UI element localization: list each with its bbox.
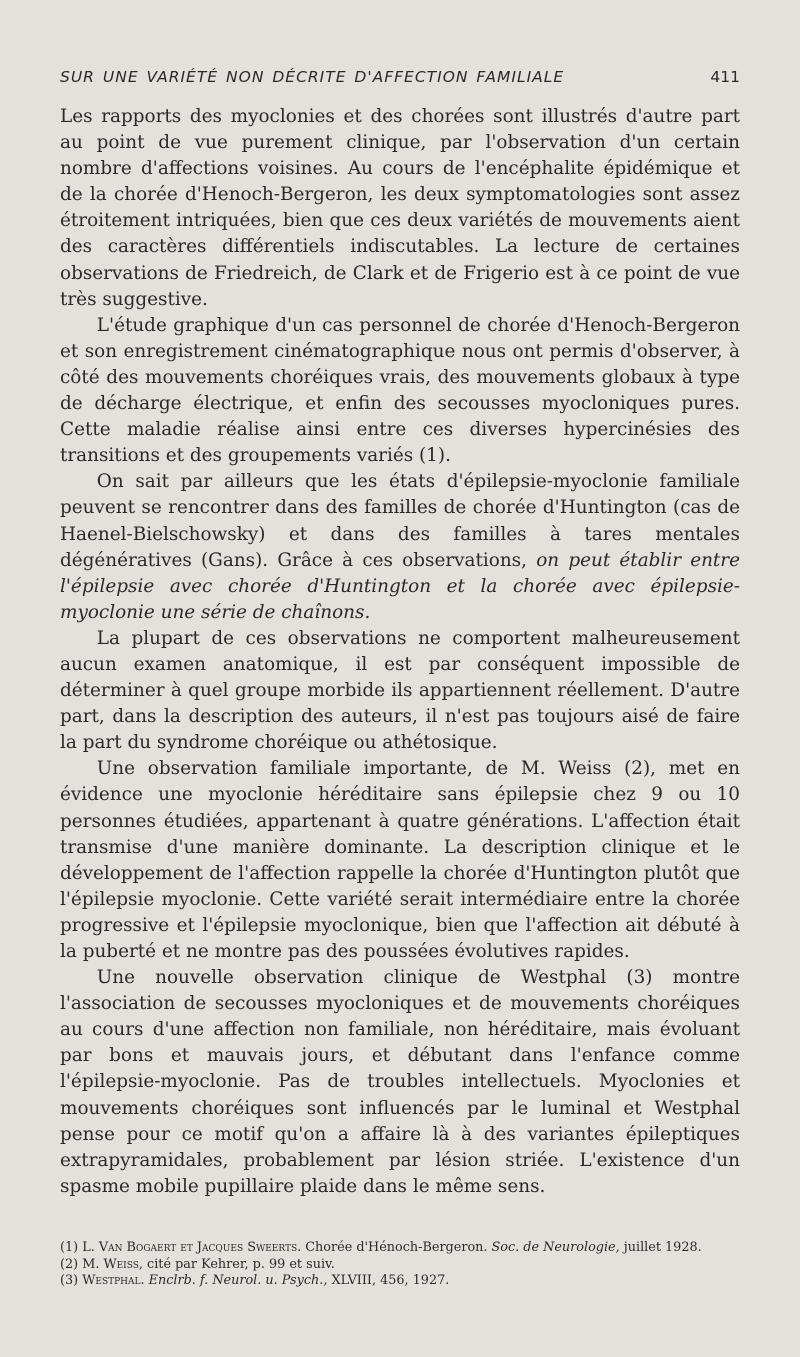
footnote-3 (60, 1273, 740, 1290)
footnote-1 (60, 1240, 740, 1257)
footnote-text: cité par Kehrer, p. 99 et suiv. (142, 1256, 335, 1272)
footnote-author: L. Van Bogaert et Jacques Sweerts. (82, 1240, 302, 1255)
body-text (60, 104, 740, 1200)
page-number: 411 (710, 68, 740, 86)
footnote-author: Westphal. (82, 1273, 145, 1288)
footnote-journal: Enclrb. f. Neurol. u. Psych., (148, 1273, 328, 1288)
footnote-marker: (2) (60, 1256, 79, 1272)
paragraph-3-italic: on peut établir entre l'épilepsie avec chorée d'Huntington et la chorée avec épilepsie-myoclonie une série de chaînons. (60, 549, 740, 623)
footnote-date: XLVIII, 456, 1927. (327, 1273, 450, 1288)
footnote-journal: Soc. de Neurologie, (491, 1240, 620, 1255)
footnote-date: juillet 1928. (619, 1240, 702, 1255)
running-title: SUR UNE VARIÉTÉ NON DÉCRITE D'AFFECTION FAMILIALE (60, 68, 565, 86)
footnote-marker: (3) (60, 1273, 79, 1288)
paragraph-4: La plupart de ces observations ne comportent malheureusement aucun examen anatomique, il est par conséquent impossible de déterminer à quel groupe morbide ils appartiennent réellement. D'autre part, dans la description des auteurs, il n'est pas toujours aisé de faire la part du syndrome choréique ou athétosique. (60, 627, 740, 754)
paragraph-5: Une observation familiale importante, de M. Weiss (2), met en évidence une myoclonie héréditaire sans épilepsie chez 9 ou 10 personnes étudiées, appartenant à quatre générations. L'affection était transmise d'une manière dominante. La description clinique et le développement de l'affection rappelle la chorée d'Huntington plutôt que l'épilepsie myoclonie. Cette variété serait intermédiaire entre la chorée progressive et l'épilepsie myoclonique, bien que l'affection ait débuté à la puberté et ne montre pas des poussées évolutives rapides. (60, 758, 740, 962)
page-header (60, 68, 740, 92)
paragraph-1: Les rapports des myoclonies et des chorées sont illustrés d'autre part au point de vue purement clinique, par l'observation d'un certain nombre d'affections voisines. Au cours de l'encéphalite épidémique et de la chorée d'Henoch-Bergeron, les deux symptomatologies sont assez étroitement intriquées, bien que ces deux variétés de mouvements aient des caractères différentiels indiscutables. La lecture de certaines observations de Friedreich, de Clark et de Frigerio est à ce point de vue très suggestive. (60, 106, 740, 310)
paragraph-3-text: On sait par ailleurs que les états d'épilepsie-myoclonie familiale peuvent se rencontrer dans des familles de chorée d'Huntington (cas de Haenel-Bielschowsky) et dans des familles à tares mentales dégénératives (Gans). Grâce à ces observations, (60, 471, 740, 571)
footnotes (60, 1240, 740, 1290)
footnote-marker: (1) (60, 1240, 79, 1255)
paragraph-2: L'étude graphique d'un cas personnel de chorée d'Henoch-Bergeron et son enregistrement cinématographique nous ont permis d'observer, à côté des mouvements choréiques vrais, des mouvements globaux à type de décharge électrique, et enfin des secousses myocloniques pures. Cette maladie réalise ainsi entre ces diverses hypercinésies des transitions et des groupements variés (1). (60, 314, 740, 467)
footnote-2 (60, 1257, 740, 1274)
footnote-author: M. Weiss, (82, 1256, 143, 1272)
paragraph-6: Une nouvelle observation clinique de Westphal (3) montre l'association de secousses myocloniques et de mouvements choréiques au cours d'une affection non familiale, non héréditaire, mais évoluant par bons et mauvais jours, et débutant dans l'enfance comme l'épilepsie-myoclonie. Pas de troubles intellectuels. Myoclonies et mouvements choréiques sont influencés par le luminal et Westphal pense pour ce motif qu'on a affaire là à des variantes épileptiques extrapyramidales, probablement par lésion striée. L'existence d'un spasme mobile pupillaire plaide dans le même sens. (60, 967, 740, 1197)
paragraph-3 (60, 469, 740, 626)
footnote-text: Chorée d'Hénoch-Bergeron. (301, 1240, 492, 1255)
